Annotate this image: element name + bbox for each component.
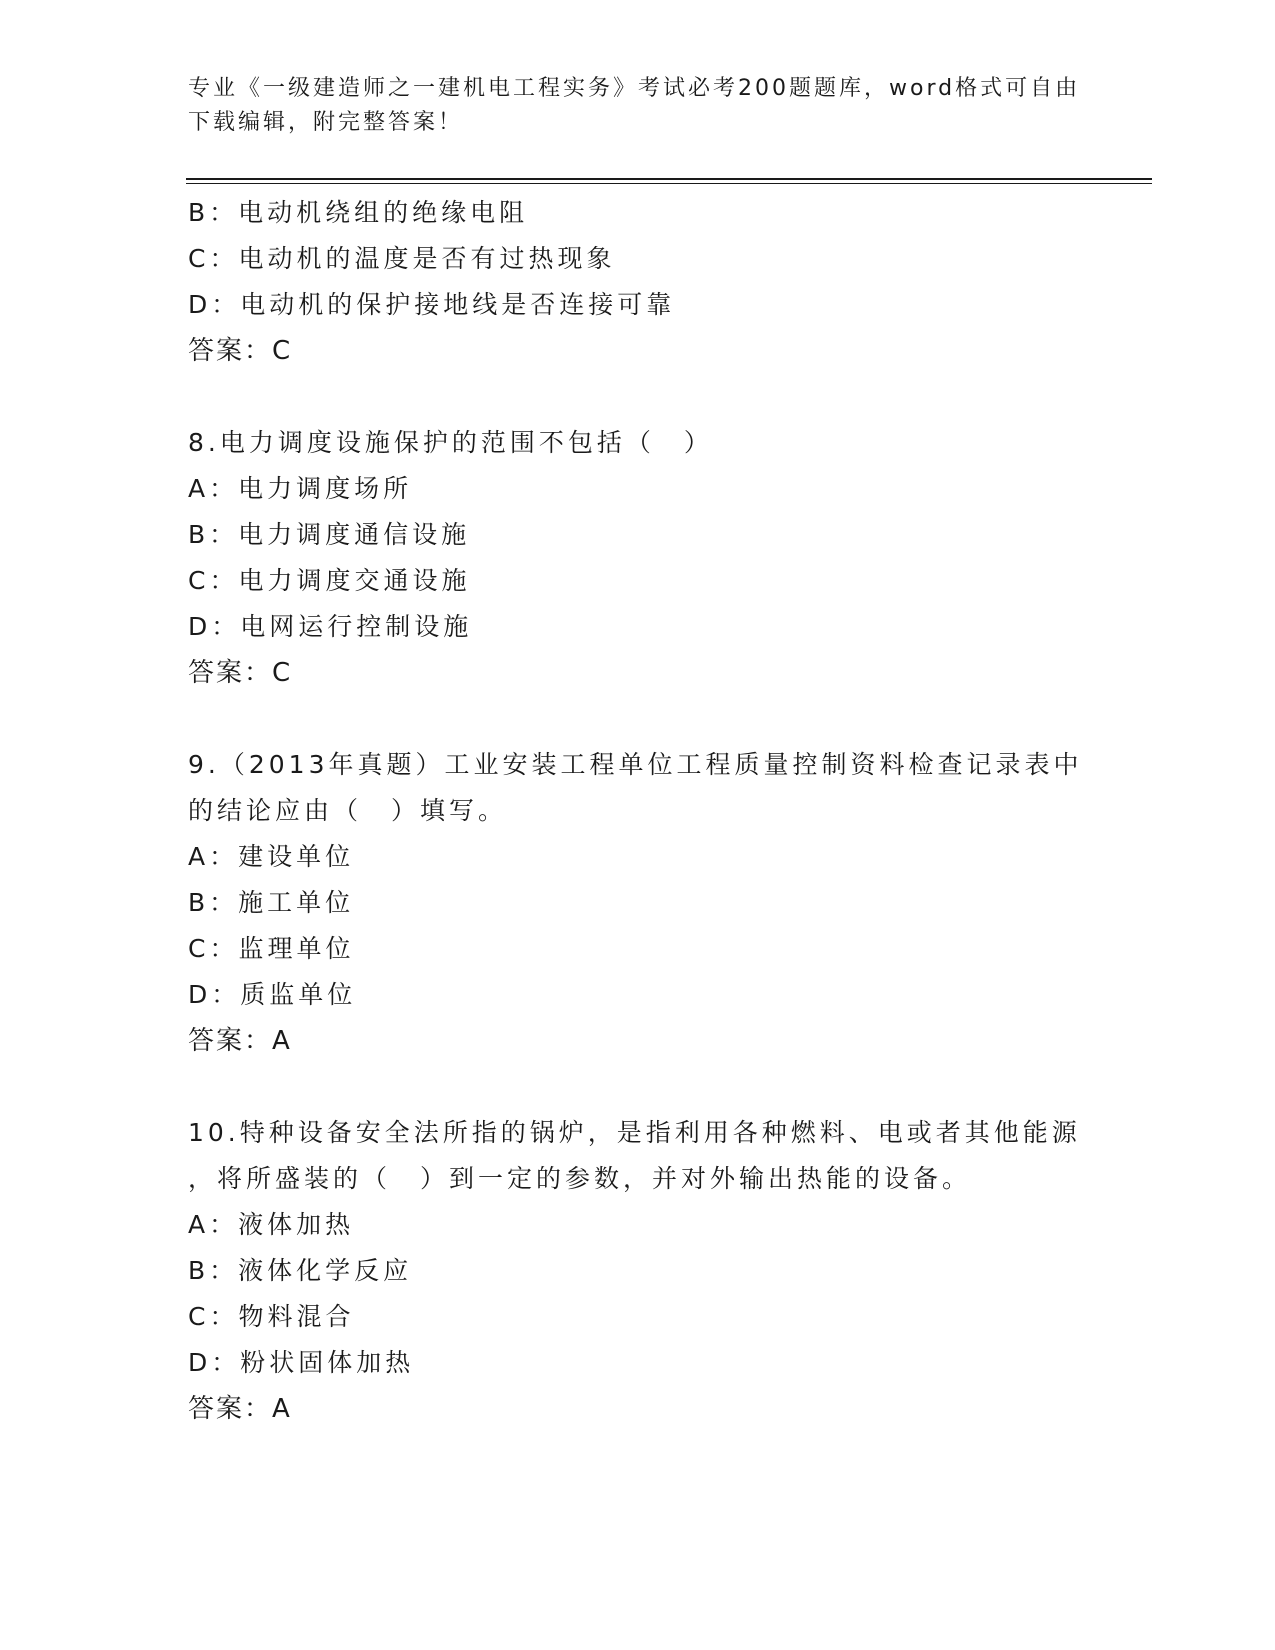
- question-block-prev: [188, 190, 1088, 374]
- option-a: A：液体加热: [188, 1210, 355, 1239]
- answer-line: 答案：C: [188, 658, 293, 688]
- answer-line: 答案：A: [188, 1394, 292, 1424]
- option-d: D：电网运行控制设施: [188, 612, 473, 641]
- document-header: [188, 72, 1088, 140]
- header-divider: [186, 178, 1152, 180]
- header-line-1: 专业《一级建造师之一建机电工程实务》考试必考200题题库，word格式可自由: [188, 76, 1081, 101]
- option-c: C：电动机的温度是否有过热现象: [188, 244, 616, 273]
- option-b: B：电动机绕组的绝缘电阻: [188, 198, 529, 227]
- option-b: B：电力调度通信设施: [188, 520, 471, 549]
- option-d: D：粉状固体加热: [188, 1348, 415, 1377]
- header-line-2: 下载编辑，附完整答案！: [188, 110, 464, 135]
- question-text: 9.（2013年真题）工业安装工程单位工程质量控制资料检查记录表中: [188, 750, 1083, 779]
- question-text: 10.特种设备安全法所指的锅炉，是指利用各种燃料、电或者其他能源: [188, 1118, 1081, 1147]
- header-divider-thin: [186, 183, 1152, 184]
- option-c: C：物料混合: [188, 1302, 355, 1331]
- question-text: 8.电力调度设施保护的范围不包括（ ）: [188, 428, 713, 457]
- option-c: C：监理单位: [188, 934, 355, 963]
- option-d: D：电动机的保护接地线是否连接可靠: [188, 290, 676, 319]
- option-b: B：液体化学反应: [188, 1256, 413, 1285]
- option-c: C：电力调度交通设施: [188, 566, 471, 595]
- question-text-cont: ，将所盛装的（ ）到一定的参数，并对外输出热能的设备。: [188, 1164, 972, 1193]
- answer-line: 答案：C: [188, 336, 293, 366]
- option-d: D：质监单位: [188, 980, 357, 1009]
- question-block-10: [188, 1110, 1088, 1432]
- option-a: A：电力调度场所: [188, 474, 413, 503]
- question-block-9: [188, 742, 1088, 1064]
- question-block-8: [188, 420, 1088, 696]
- question-list: [188, 190, 1088, 1432]
- answer-line: 答案：A: [188, 1026, 292, 1056]
- option-a: A：建设单位: [188, 842, 355, 871]
- question-text-cont: 的结论应由（ ）填写。: [188, 796, 508, 825]
- option-b: B：施工单位: [188, 888, 355, 917]
